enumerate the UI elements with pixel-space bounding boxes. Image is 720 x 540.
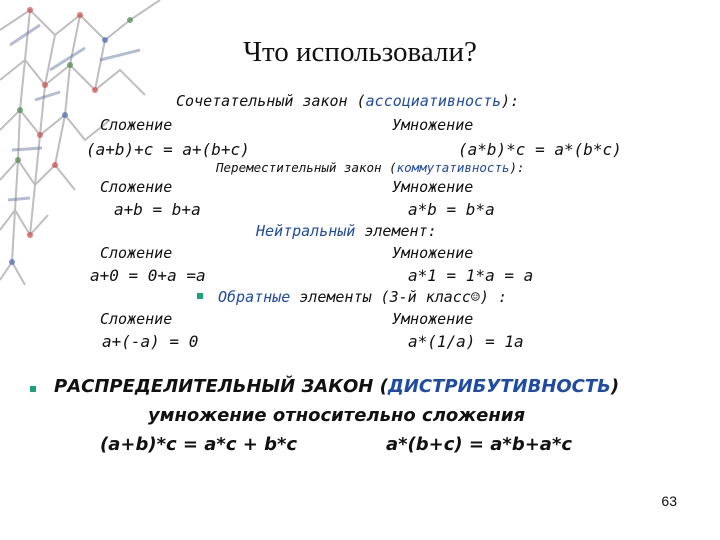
inverse-add-formula: a+(-a) = 0 <box>102 332 199 351</box>
associative-term: ассоциативность <box>365 92 502 110</box>
inverse-mul-label: Умножение <box>392 310 474 328</box>
associative-heading: Сочетательный закон (ассоциативность): <box>176 92 520 110</box>
distributive-formula-2: a*(b+c) = a*b+a*c <box>386 434 573 455</box>
neutral-mul-label: Умножение <box>392 244 474 262</box>
distributive-heading: РАСПРЕДЕЛИТЕЛЬНЫЙ ЗАКОН (ДИСТРИБУТИВНОСТЬ) <box>54 376 620 397</box>
associative-add-label: Сложение <box>100 116 173 134</box>
inverse-add-label: Сложение <box>100 310 173 328</box>
associative-add-formula: (a+b)+c = a+(b+c) <box>86 140 250 159</box>
neutral-heading: Нейтральный элемент: <box>256 222 437 240</box>
bullet-square-icon <box>197 293 203 299</box>
inverse-term: Обратные <box>218 288 291 306</box>
slide-title: Что использовали? <box>243 36 477 68</box>
bullet-square-icon <box>30 386 36 392</box>
inverse-heading: Обратные элементы (3-й класс☺) : <box>218 288 507 306</box>
commutative-term: коммутативность <box>396 160 510 175</box>
associative-mul-label: Умножение <box>392 116 474 134</box>
page-number: 63 <box>661 493 677 509</box>
distributive-subtitle: умножение относительно сложения <box>148 405 525 426</box>
neutral-mul-formula: a*1 = 1*a = a <box>408 266 534 285</box>
neutral-add-label: Сложение <box>100 244 173 262</box>
commutative-mul-formula: a*b = b*a <box>408 200 495 219</box>
inverse-mul-formula: a*(1/a) = 1a <box>408 332 524 351</box>
distributive-term: ДИСТРИБУТИВНОСТЬ <box>387 376 611 397</box>
commutative-add-label: Сложение <box>100 178 173 196</box>
neutral-term: Нейтральный <box>256 222 356 240</box>
neutral-add-formula: a+0 = 0+a =a <box>90 266 206 285</box>
commutative-mul-label: Умножение <box>392 178 474 196</box>
distributive-formula-1: (a+b)*c = a*c + b*c <box>100 434 298 455</box>
commutative-add-formula: a+b = b+a <box>114 200 201 219</box>
commutative-heading: Переместительный закон (коммутативность): <box>216 160 525 175</box>
associative-mul-formula: (a*b)*c = a*(b*c) <box>458 140 622 159</box>
